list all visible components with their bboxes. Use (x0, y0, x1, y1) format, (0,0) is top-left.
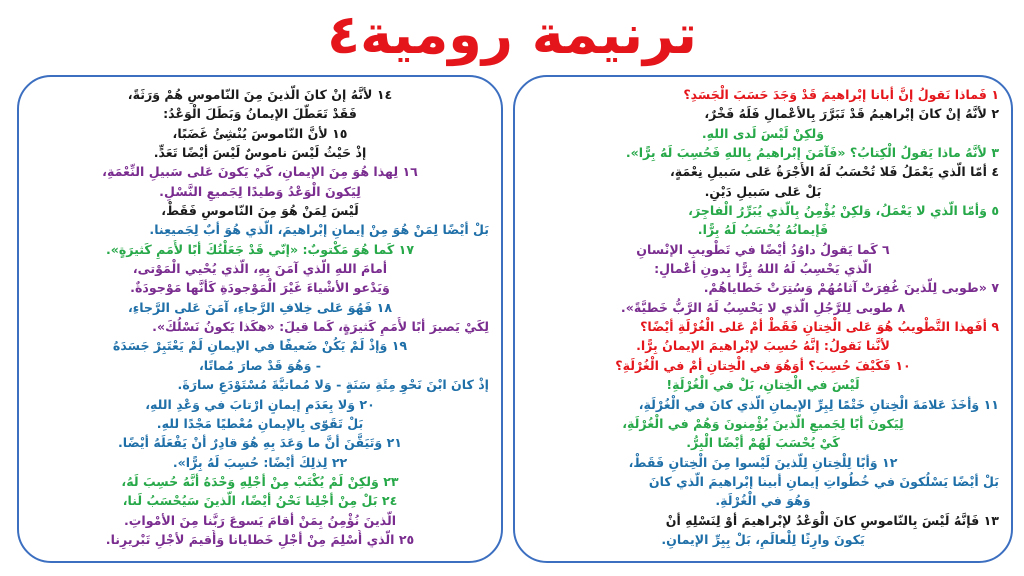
verse-line: ٢ لأنَّهُ إنْ كانَ إبْراهيمُ قَدْ تَبَرَّرَ بِالأعْمالِ فَلَهُ فَخْرٌ، (704, 106, 999, 122)
verse-line: ٨ طوبى لِلرَّجُلِ الَّذي لا يَحْسِبُ لَهُ الرَّبُّ خَطيَّةً». (620, 299, 906, 315)
verse-line: ١٦ لِهذا هُوَ مِنَ الإيمانِ، كَيْ يَكونَ عَلى سَبيلِ النِّعْمَةِ، (102, 164, 418, 180)
verse-line: ١٨ فَهُوَ عَلى خِلافِ الرَّجاءِ، آمَنَ عَلى الرَّجاءِ، (127, 299, 393, 315)
verse-line: ١٤ لأنَّهُ إنْ كانَ الَّذينَ مِنَ النّاموسِ هُمْ وَرَثَةً، (127, 87, 393, 102)
verse-line: ١٢ وَأبًا لِلْخِتانِ لِلَّذينَ لَيْسوا مِنَ الْخِتانِ فَقَطْ، (628, 454, 898, 470)
verse-line: ١١ وَأخَذَ عَلامَةَ الْخِتانِ خَتْمًا لِبِرِّ الإيمانِ الَّذي كانَ في الْغُرْلَةِ، (638, 396, 999, 412)
verse-line: ١٩ وَإذْ لَمْ يَكُنْ ضَعيفًا في الإيمانِ لَمْ يَعْتَبِرْ جَسَدَهُ (112, 338, 408, 354)
verse-line: لَيْسَ في الْخِتانِ، بَلْ في الْغُرْلَةِ! (666, 377, 860, 393)
verse-line: ١٧ كَما هُوَ مَكْتوبٌ: «إنّي قَدْ جَعَلْتُكَ أبًا لأُمَمٍ كَثيرَةٍ». (105, 241, 415, 257)
verse-line: بَلْ عَلى سَبيلِ دَيْنٍ. (704, 183, 822, 199)
verse-line: كَيْ يُحْسَبَ لَهُمْ أيْضًا الْبِرُّ. (686, 435, 840, 451)
verse-line: ٢٢ لِذلِكَ أيْضًا: حُسِبَ لَهُ بِرًّا». (172, 454, 348, 470)
verse-line: ٢٣ وَلكِنْ لَمْ يُكْتَبْ مِنْ أجْلِهِ وَحْدَهُ أنَّهُ حُسِبَ لَهُ، (121, 473, 399, 489)
verse-line: ٦ كَما يَقولُ داوُدُ أيْضًا في تَطْويبِ الإنْسانِ (636, 241, 890, 257)
verse-line: ٥ وَأمّا الَّذي لا يَعْمَلُ، وَلكِنْ يُؤْمِنُ بِالَّذي يُبَرِّرُ الْفاجِرَ، (688, 203, 999, 219)
verse-line: الَّذي يَحْسِبُ لَهُ اللهُ بِرًّا بِدونِ أعْمالٍ: (654, 261, 872, 277)
verse-line: بَلْ أيْضًا لِمَنْ هُوَ مِنْ إيمانِ إبْراهيمَ، الَّذي هُوَ أبٌ لِجَميعِنا. (149, 222, 489, 238)
verse-line: ٩ أفَهذا التَّطْويبُ هُوَ عَلى الْخِتانِ فَقَطْ أمْ عَلى الْغُرْلَةِ أيْضًا؟ (640, 319, 999, 335)
verse-line: لِكَيْ يَصيرَ أبًا لأُمَمٍ كَثيرَةٍ، كَما قيلَ: «هكَذا يَكونُ نَسْلُكَ». (152, 319, 489, 335)
verse-line: ٤ أمّا الَّذي يَعْمَلُ فَلا تُحْسَبُ لَهُ الأُجْرَةُ عَلى سَبيلِ نِعْمَةٍ، (669, 164, 999, 180)
verse-line: لَيْسَ لِمَنْ هُوَ مِنَ النّاموسِ فَقَطْ، (161, 203, 359, 219)
verse-line: ١٠ فَكَيْفَ حُسِبَ؟ أوَهُوَ في الْخِتانِ أمْ في الْغُرْلَةِ؟ (615, 357, 911, 373)
verse-line: وَيَدْعو الأشْياءَ غَيْرَ الْمَوْجودَةِ كَأنَّها مَوْجودَةٌ. (130, 280, 390, 296)
verse-line: ٣ لأنَّهُ ماذا يَقولُ الْكِتابُ؟ «فَآمَنَ إبْراهيمُ بِاللهِ فَحُسِبَ لَهُ بِرًّا». (625, 145, 999, 161)
verse-line: لِيَكونَ أبًا لِجَميعِ الَّذينَ يُؤْمِنونَ وَهُمْ في الْغُرْلَةِ، (622, 415, 904, 431)
right-verse-panel (513, 75, 1013, 563)
verse-line: إذْ حَيْثُ لَيْسَ ناموسٌ لَيْسَ أيْضًا تَعَدٍّ. (153, 145, 367, 161)
verse-line: - وَهُوَ قَدْ صارَ مُماتًا، (198, 357, 322, 373)
verse-line: يَكونَ وارِثًا لِلْعالَمِ، بَلْ بِبِرِّ الإيمانِ. (661, 531, 865, 547)
left-verse-panel (17, 75, 503, 563)
verse-line: ٢١ وَتَيَقَّنَ أنَّ ما وَعَدَ بِهِ هُوَ قادِرٌ أنْ يَفْعَلَهُ أيْضًا. (117, 435, 402, 451)
verse-line: الَّذينَ نُؤْمِنُ بِمَنْ أقامَ يَسوعَ رَبَّنا مِنَ الأمْواتِ. (123, 512, 397, 528)
verse-line: وَهُوَ في الْغُرْلَةِ. (715, 493, 811, 509)
verse-line: ١ فَماذا نَقولُ إنَّ أبانا إبْراهيمَ قَدْ وَجَدَ حَسَبَ الْجَسَدِ؟ (683, 87, 999, 102)
verse-line: لِيَكونَ الْوَعْدُ وَطيدًا لِجَميعِ النَّسْلِ. (159, 183, 361, 199)
page-title: ترنيمة رومية٤ (327, 3, 697, 66)
verse-line: بَلْ أيْضًا يَسْلُكونَ في خُطُواتِ إيمانِ أبينا إبْراهيمَ الَّذي كانَ (648, 473, 999, 489)
verse-line: أمامَ اللهِ الَّذي آمَنَ بِهِ، الَّذي يُحْيي الْمَوْتى، (132, 261, 388, 277)
verse-line: فَقَدْ تَعَطَّلَ الإيمانُ وَبَطَلَ الْوَعْدُ: (163, 106, 357, 122)
verse-line: وَلكِنْ لَيْسَ لَدى اللهِ. (701, 125, 825, 141)
verse-line: إذْ كانَ ابْنَ نَحْوِ مِئَةِ سَنَةٍ - وَلا مُماتيَّةَ مُسْتَوْدَعِ سارَةَ. (177, 377, 489, 393)
verse-line: ٢٥ الَّذي أُسْلِمَ مِنْ أجْلِ خَطايانا وَأُقيمَ لأجْلِ تَبْريرِنا. (105, 531, 415, 547)
verse-line: ٢٤ بَلْ مِنْ أجْلِنا نَحْنُ أيْضًا، الَّذينَ سَيُحْسَبُ لَنا، (122, 493, 398, 509)
verse-line: فَإيمانُهُ يُحْسَبُ لَهُ بِرًّا. (697, 222, 829, 238)
verse-line: ١٥ لأنَّ النّاموسَ يُنْشِئُ غَضَبًا، (172, 125, 348, 141)
verse-line: لأنَّنا نَقولُ: إنَّهُ حُسِبَ لإبْراهيمَ الإيمانُ بِرًّا. (636, 338, 890, 354)
verse-line: بَلْ تَقَوّى بِالإيمانِ مُعْطيًا مَجْدًا للهِ. (156, 415, 364, 431)
verse-line: ١٣ فَإنَّهُ لَيْسَ بِالنّاموسِ كانَ الْوَعْدُ لإبْراهيمَ أوْ لِنَسْلِهِ أنْ (665, 512, 999, 528)
verse-line: ٧ «طوبى لِلَّذينَ غُفِرَتْ آثامُهُمْ وَسُتِرَتْ خَطاياهُمْ. (703, 280, 999, 296)
verse-line: ٢٠ وَلا بِعَدَمِ إيمانٍ ارْتابَ في وَعْدِ اللهِ، (145, 396, 375, 412)
